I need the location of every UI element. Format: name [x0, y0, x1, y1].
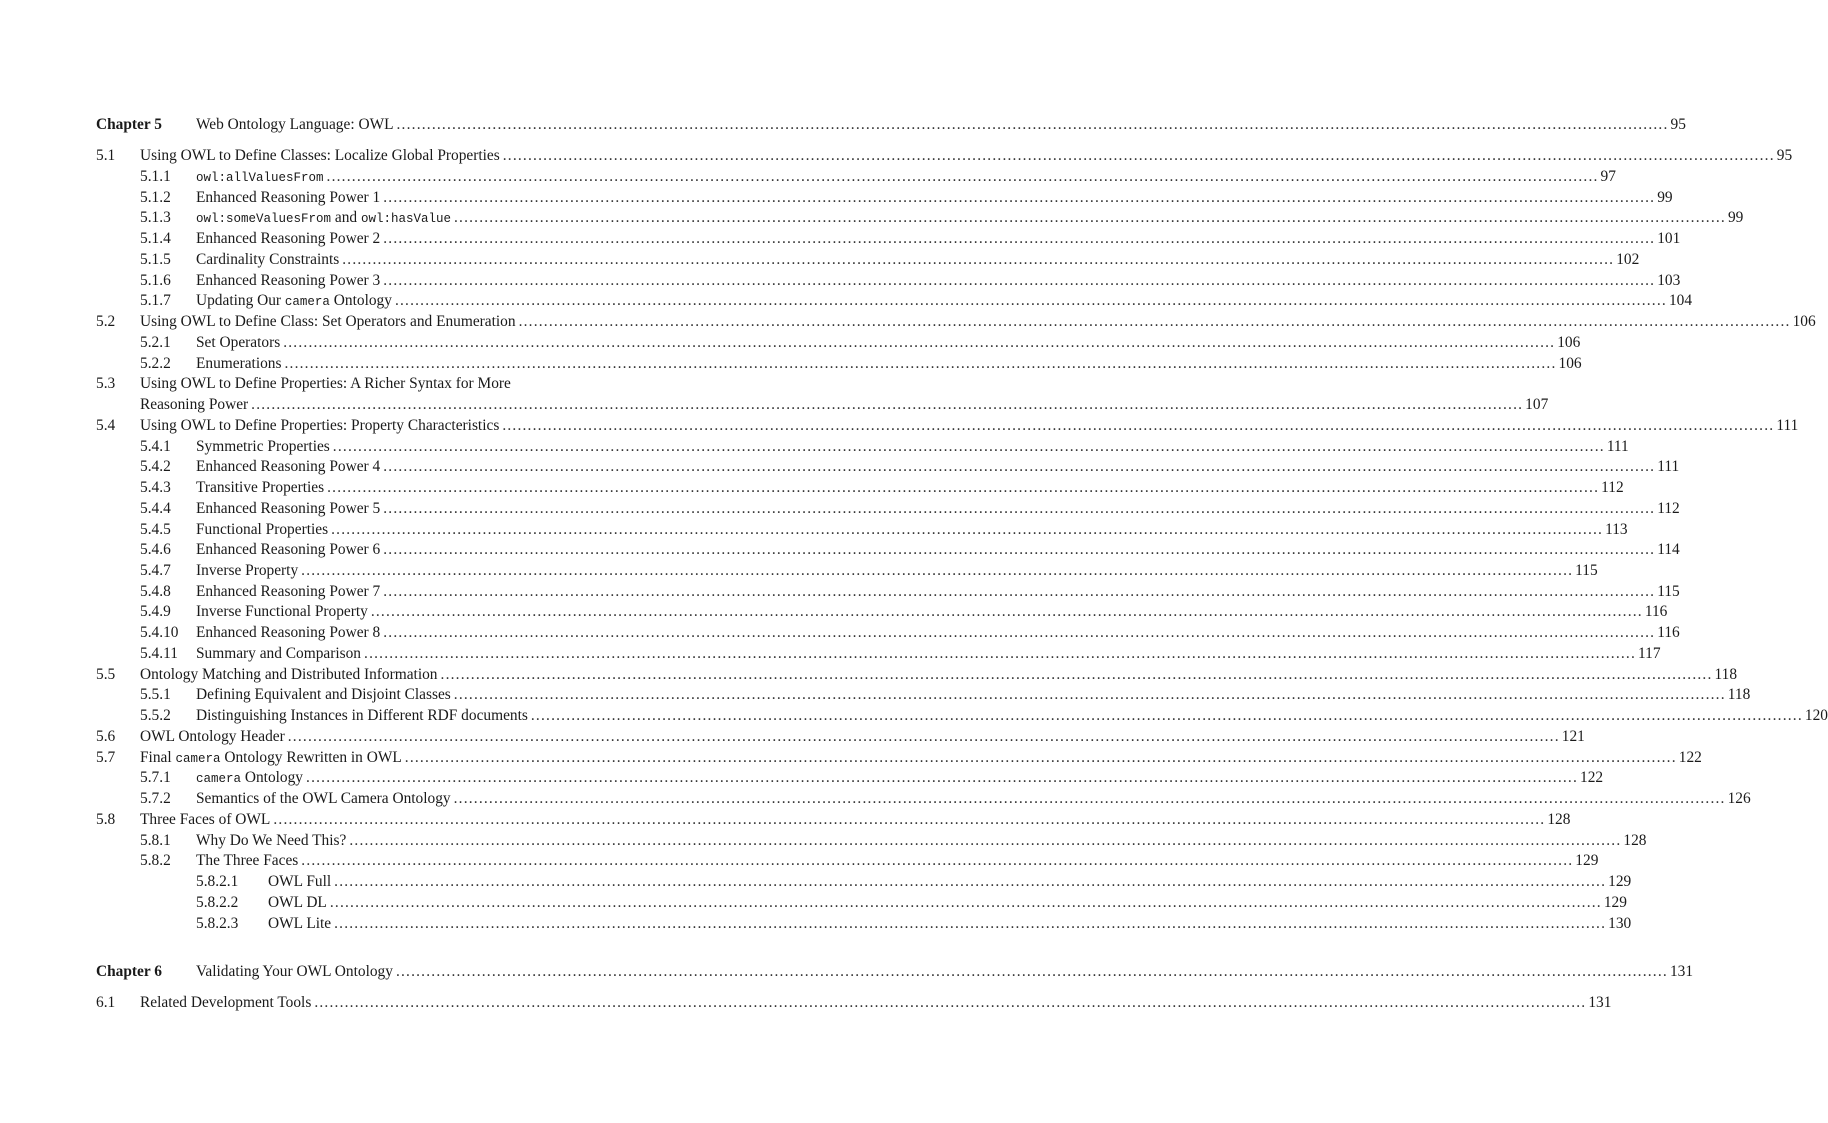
- page-number: 118: [1727, 686, 1751, 703]
- entry-number: 5.4.8: [140, 583, 171, 600]
- page-number: 122: [1678, 749, 1702, 766]
- entry-number: 5.8.2.2: [196, 894, 239, 911]
- page-number: 131: [1588, 994, 1612, 1011]
- toc-entry-5-5[interactable]: [96, 665, 1738, 685]
- title-mid: and: [331, 209, 361, 226]
- page-number: 128: [1547, 811, 1571, 828]
- page-number: 113: [1605, 521, 1628, 538]
- entry-title: [140, 748, 402, 769]
- page-number: 111: [1606, 438, 1629, 455]
- toc-entry-5-7-1[interactable]: [96, 768, 1604, 788]
- entry-number: 5.8: [96, 811, 116, 828]
- page-number: 118: [1714, 666, 1738, 683]
- toc-entry-5-1-4[interactable]: [96, 229, 1681, 249]
- entry-title: Enumerations: [196, 355, 282, 372]
- title-code: camera: [196, 772, 242, 786]
- entry-number: 5.1.1: [140, 168, 171, 185]
- page-number: 97: [1600, 168, 1616, 185]
- entry-title: Enhanced Reasoning Power 6: [196, 541, 381, 558]
- entry-title: Defining Equivalent and Disjoint Classes: [196, 686, 451, 703]
- dot-leader: ............................................................................................................................................................................................................................................................: [383, 500, 1656, 517]
- toc-entry-5-4-4[interactable]: [96, 499, 1680, 519]
- toc-entry-5-1-5[interactable]: [96, 250, 1640, 270]
- dot-leader: ............................................................................................................................................................................................................................................................: [453, 686, 1726, 703]
- entry-title: Semantics of the OWL Camera Ontology: [196, 790, 451, 807]
- page-number: 120: [1804, 707, 1828, 724]
- dot-leader: ............................................................................................................................................................................................................................................................: [404, 749, 1677, 766]
- entry-title: Enhanced Reasoning Power 1: [196, 189, 381, 206]
- entry-title: Symmetric Properties: [196, 438, 330, 455]
- title-code: camera: [284, 295, 330, 309]
- page-number: 103: [1657, 272, 1681, 289]
- entry-number: Chapter 5: [96, 116, 162, 133]
- dot-leader: ............................................................................................................................................................................................................................................................: [327, 479, 1600, 496]
- toc-entry-5-4-5[interactable]: [96, 520, 1628, 540]
- toc-entry-5-8-2-2[interactable]: [96, 893, 1627, 913]
- dot-leader: ............................................................................................................................................................................................................................................................: [453, 790, 1726, 807]
- entry-title-line2: Reasoning Power: [140, 396, 249, 413]
- dot-leader: ............................................................................................................................................................................................................................................................: [273, 811, 1546, 828]
- entry-title: [196, 768, 303, 789]
- dot-leader: ............................................................................................................................................................................................................................................................: [287, 728, 1560, 745]
- entry-number: 5.8.2.1: [196, 873, 239, 890]
- dot-leader: ............................................................................................................................................................................................................................................................: [329, 894, 1602, 911]
- toc-entry-5-4-3[interactable]: [96, 478, 1624, 498]
- entry-number: 5.2.2: [140, 355, 171, 372]
- page-number: 106: [1792, 313, 1816, 330]
- page-number: 129: [1575, 852, 1599, 869]
- title-post: Ontology Rewritten in OWL: [220, 749, 402, 766]
- dot-leader: ............................................................................................................................................................................................................................................................: [383, 189, 1656, 206]
- entry-number: 5.5.1: [140, 686, 171, 703]
- page-number: 107: [1525, 396, 1549, 413]
- page-number: 116: [1657, 624, 1680, 641]
- entry-number: 5.8.2.3: [196, 915, 239, 932]
- page-number: 122: [1580, 769, 1604, 786]
- page-number: 130: [1608, 915, 1632, 932]
- entry-title: Enhanced Reasoning Power 8: [196, 624, 381, 641]
- page-number: 112: [1657, 500, 1680, 517]
- entry-number: 5.1.4: [140, 230, 171, 247]
- entry-number: 5.1.5: [140, 251, 171, 268]
- dot-leader: ............................................................................................................................................................................................................................................................: [364, 645, 1637, 662]
- dot-leader: ............................................................................................................................................................................................................................................................: [301, 852, 1574, 869]
- dot-leader: ............................................................................................................................................................................................................................................................: [349, 832, 1622, 849]
- dot-leader: ............................................................................................................................................................................................................................................................: [284, 355, 1557, 372]
- entry-title: Enhanced Reasoning Power 2: [196, 230, 381, 247]
- toc-entry-5-5-2[interactable]: [96, 706, 1828, 726]
- entry-title: The Three Faces: [196, 852, 299, 869]
- title-pre: Final: [140, 749, 176, 766]
- entry-number: 5.4.7: [140, 562, 171, 579]
- entry-title: OWL Ontology Header: [140, 728, 285, 745]
- page-number: 116: [1644, 603, 1668, 620]
- entry-title: Using OWL to Define Properties: Property Characteristics: [140, 417, 500, 434]
- title-post: Ontology: [241, 769, 304, 786]
- toc-entry-5-1-1[interactable]: [96, 167, 1616, 187]
- entry-number: 5.4.9: [140, 603, 171, 620]
- entry-title: Validating Your OWL Ontology: [196, 963, 393, 980]
- entry-number: 5.7.1: [140, 769, 171, 786]
- page-number: 126: [1727, 790, 1751, 807]
- entry-title: Ontology Matching and Distributed Information: [140, 666, 438, 683]
- entry-number: 5.3: [96, 375, 116, 392]
- dot-leader: ............................................................................................................................................................................................................................................................: [314, 994, 1587, 1011]
- entry-number: 5.5: [96, 666, 116, 683]
- entry-number: 5.4.1: [140, 438, 171, 455]
- toc-entry-5-4-10[interactable]: [96, 623, 1680, 643]
- title-pre: Updating Our: [196, 292, 285, 309]
- dot-leader: ............................................................................................................................................................................................................................................................: [334, 873, 1607, 890]
- dot-leader: ............................................................................................................................................................................................................................................................: [383, 624, 1656, 641]
- dot-leader: ............................................................................................................................................................................................................................................................: [453, 209, 1726, 226]
- toc-entry-5-5-1[interactable]: [96, 685, 1751, 705]
- dot-leader: ............................................................................................................................................................................................................................................................: [518, 313, 1791, 330]
- dot-leader: ............................................................................................................................................................................................................................................................: [440, 666, 1713, 683]
- toc-entry-5-4-7[interactable]: [96, 561, 1598, 581]
- page-number: 102: [1616, 251, 1640, 268]
- entry-title: Set Operators: [196, 334, 281, 351]
- page-number: 114: [1657, 541, 1680, 558]
- page-number: 95: [1776, 147, 1793, 164]
- entry-title: Enhanced Reasoning Power 4: [196, 458, 381, 475]
- entry-title: Using OWL to Define Classes: Localize Global Properties: [140, 147, 500, 164]
- toc-entry-6-1[interactable]: [96, 993, 1612, 1013]
- toc-entry-5-4[interactable]: [96, 416, 1799, 436]
- page-number: 117: [1638, 645, 1661, 662]
- toc-entry-5-2-2[interactable]: [96, 354, 1582, 374]
- dot-leader: ............................................................................................................................................................................................................................................................: [396, 116, 1669, 133]
- toc-entry-5-3-continued[interactable]: [140, 395, 1549, 415]
- title-code: camera: [175, 752, 221, 766]
- dot-leader: ............................................................................................................................................................................................................................................................: [332, 438, 1605, 455]
- toc-entry-5-1-6[interactable]: [96, 271, 1681, 291]
- title-code-b: owl:hasValue: [360, 212, 451, 226]
- toc-entry-5-4-6[interactable]: [96, 540, 1680, 560]
- entry-title: Transitive Properties: [196, 479, 325, 496]
- dot-leader: ............................................................................................................................................................................................................................................................: [502, 417, 1775, 434]
- dot-leader: ............................................................................................................................................................................................................................................................: [334, 915, 1607, 932]
- entry-number: 5.7: [96, 749, 116, 766]
- dot-leader: ............................................................................................................................................................................................................................................................: [306, 769, 1579, 786]
- entry-number: 5.4.5: [140, 521, 171, 538]
- dot-leader: ............................................................................................................................................................................................................................................................: [331, 521, 1604, 538]
- entry-number: 5.4.11: [140, 645, 178, 662]
- entry-title: Related Development Tools: [140, 994, 312, 1011]
- entry-number: 5.5.2: [140, 707, 171, 724]
- toc-entry-5-6[interactable]: [96, 727, 1585, 747]
- entry-title: [196, 208, 451, 229]
- entry-number: 5.8.1: [140, 832, 171, 849]
- toc-entry-5-1[interactable]: [96, 146, 1793, 166]
- page-number: 129: [1608, 873, 1632, 890]
- entry-title: Distinguishing Instances in Different RDF documents: [196, 707, 528, 724]
- entry-number: Chapter 6: [96, 963, 162, 980]
- toc-entry-5-3[interactable]: [96, 374, 720, 394]
- entry-title: Web Ontology Language: OWL: [196, 116, 394, 133]
- toc-entry-5-8-2-1[interactable]: [96, 872, 1632, 892]
- dot-leader: ............................................................................................................................................................................................................................................................: [383, 583, 1656, 600]
- page-number: 101: [1657, 230, 1681, 247]
- dot-leader: ............................................................................................................................................................................................................................................................: [502, 147, 1775, 164]
- entry-number: 5.7.2: [140, 790, 171, 807]
- dot-leader: ............................................................................................................................................................................................................................................................: [342, 251, 1615, 268]
- dot-leader: ............................................................................................................................................................................................................................................................: [383, 541, 1656, 558]
- dot-leader: ............................................................................................................................................................................................................................................................: [394, 292, 1667, 309]
- entry-number: 5.1.7: [140, 292, 171, 309]
- entry-title: Functional Properties: [196, 521, 329, 538]
- entry-number: 5.2.1: [140, 334, 171, 351]
- entry-number: 5.4.2: [140, 458, 171, 475]
- entry-number: 5.8.2: [140, 852, 171, 869]
- entry-number: 5.4.4: [140, 500, 171, 517]
- page-number: 99: [1727, 209, 1744, 226]
- entry-title: Summary and Comparison: [196, 645, 362, 662]
- toc-entry-5-4-1[interactable]: [96, 437, 1629, 457]
- entry-title-code: owl:allValuesFrom: [196, 171, 324, 185]
- page-number: 111: [1657, 458, 1680, 475]
- entry-title: Using OWL to Define Class: Set Operators and Enumeration: [140, 313, 516, 330]
- entry-number: 5.1.3: [140, 209, 171, 226]
- toc-entry-5-7[interactable]: [96, 748, 1702, 768]
- toc-entry-5-2[interactable]: [96, 312, 1816, 332]
- page-number: 106: [1558, 355, 1582, 372]
- entry-title: Cardinality Constraints: [196, 251, 340, 268]
- page-number: 115: [1657, 583, 1680, 600]
- toc-entry-chapter-5[interactable]: [96, 115, 1686, 135]
- toc-entry-5-2-1[interactable]: [96, 333, 1581, 353]
- dot-leader: ............................................................................................................................................................................................................................................................: [530, 707, 1803, 724]
- entry-number: 5.4.6: [140, 541, 171, 558]
- entry-title: OWL DL: [268, 894, 327, 911]
- toc-entry-5-1-7[interactable]: [96, 291, 1693, 311]
- dot-leader: ............................................................................................................................................................................................................................................................: [370, 603, 1643, 620]
- entry-number: 5.1: [96, 147, 116, 164]
- toc-entry-5-8-1[interactable]: [96, 831, 1647, 851]
- entry-number: 6.1: [96, 994, 116, 1011]
- entry-title: Inverse Functional Property: [196, 603, 368, 620]
- entry-title: Inverse Property: [196, 562, 299, 579]
- entry-number: 5.6: [96, 728, 116, 745]
- title-code-a: owl:someValuesFrom: [196, 212, 332, 226]
- toc-entry-chapter-6[interactable]: [96, 962, 1694, 982]
- entry-title-line1: Using OWL to Define Properties: A Richer Syntax for More: [140, 375, 511, 392]
- toc-entry-5-7-2[interactable]: [96, 789, 1751, 809]
- entry-number: 5.1.2: [140, 189, 171, 206]
- page-number: 112: [1601, 479, 1624, 496]
- dot-leader: ............................................................................................................................................................................................................................................................: [383, 272, 1656, 289]
- entry-number: 5.4.3: [140, 479, 171, 496]
- entry-number: 5.2: [96, 313, 116, 330]
- entry-number: 5.4: [96, 417, 116, 434]
- entry-title: OWL Full: [268, 873, 332, 890]
- page-number: 129: [1603, 894, 1627, 911]
- dot-leader: ............................................................................................................................................................................................................................................................: [283, 334, 1556, 351]
- page-number: 106: [1557, 334, 1581, 351]
- entry-title: [196, 291, 392, 312]
- dot-leader: ............................................................................................................................................................................................................................................................: [395, 963, 1668, 980]
- entry-title: OWL Lite: [268, 915, 332, 932]
- toc-entry-5-1-3[interactable]: [96, 208, 1744, 228]
- entry-title: Enhanced Reasoning Power 3: [196, 272, 381, 289]
- entry-title: Enhanced Reasoning Power 7: [196, 583, 381, 600]
- dot-leader: ............................................................................................................................................................................................................................................................: [301, 562, 1574, 579]
- entry-title: Three Faces of OWL: [140, 811, 271, 828]
- entry-title: Enhanced Reasoning Power 5: [196, 500, 381, 517]
- entry-number: 5.1.6: [140, 272, 171, 289]
- dot-leader: ............................................................................................................................................................................................................................................................: [251, 396, 1524, 413]
- toc-entry-5-4-9[interactable]: [96, 602, 1668, 622]
- toc-entry-5-4-11[interactable]: [96, 644, 1661, 664]
- dot-leader: ............................................................................................................................................................................................................................................................: [326, 168, 1599, 185]
- toc-entry-5-1-2[interactable]: [96, 188, 1673, 208]
- page-number: 99: [1657, 189, 1673, 206]
- page-number: 95: [1670, 116, 1686, 133]
- entry-number: 5.4.10: [140, 624, 179, 641]
- page-number: 131: [1669, 963, 1694, 980]
- dot-leader: ............................................................................................................................................................................................................................................................: [383, 230, 1656, 247]
- entry-title: Why Do We Need This?: [196, 832, 347, 849]
- toc-entry-5-8[interactable]: [96, 810, 1571, 830]
- toc-entry-5-8-2[interactable]: [96, 851, 1599, 871]
- toc-entry-5-4-8[interactable]: [96, 582, 1680, 602]
- page-number: 121: [1561, 728, 1585, 745]
- page-number: 115: [1575, 562, 1598, 579]
- title-post: Ontology: [329, 292, 392, 309]
- page-number: 104: [1668, 292, 1693, 309]
- page-number: 111: [1776, 417, 1799, 434]
- toc-entry-5-4-2[interactable]: [96, 457, 1680, 477]
- page-number: 128: [1623, 832, 1647, 849]
- dot-leader: ............................................................................................................................................................................................................................................................: [383, 458, 1656, 475]
- toc-entry-5-8-2-3[interactable]: [96, 914, 1632, 934]
